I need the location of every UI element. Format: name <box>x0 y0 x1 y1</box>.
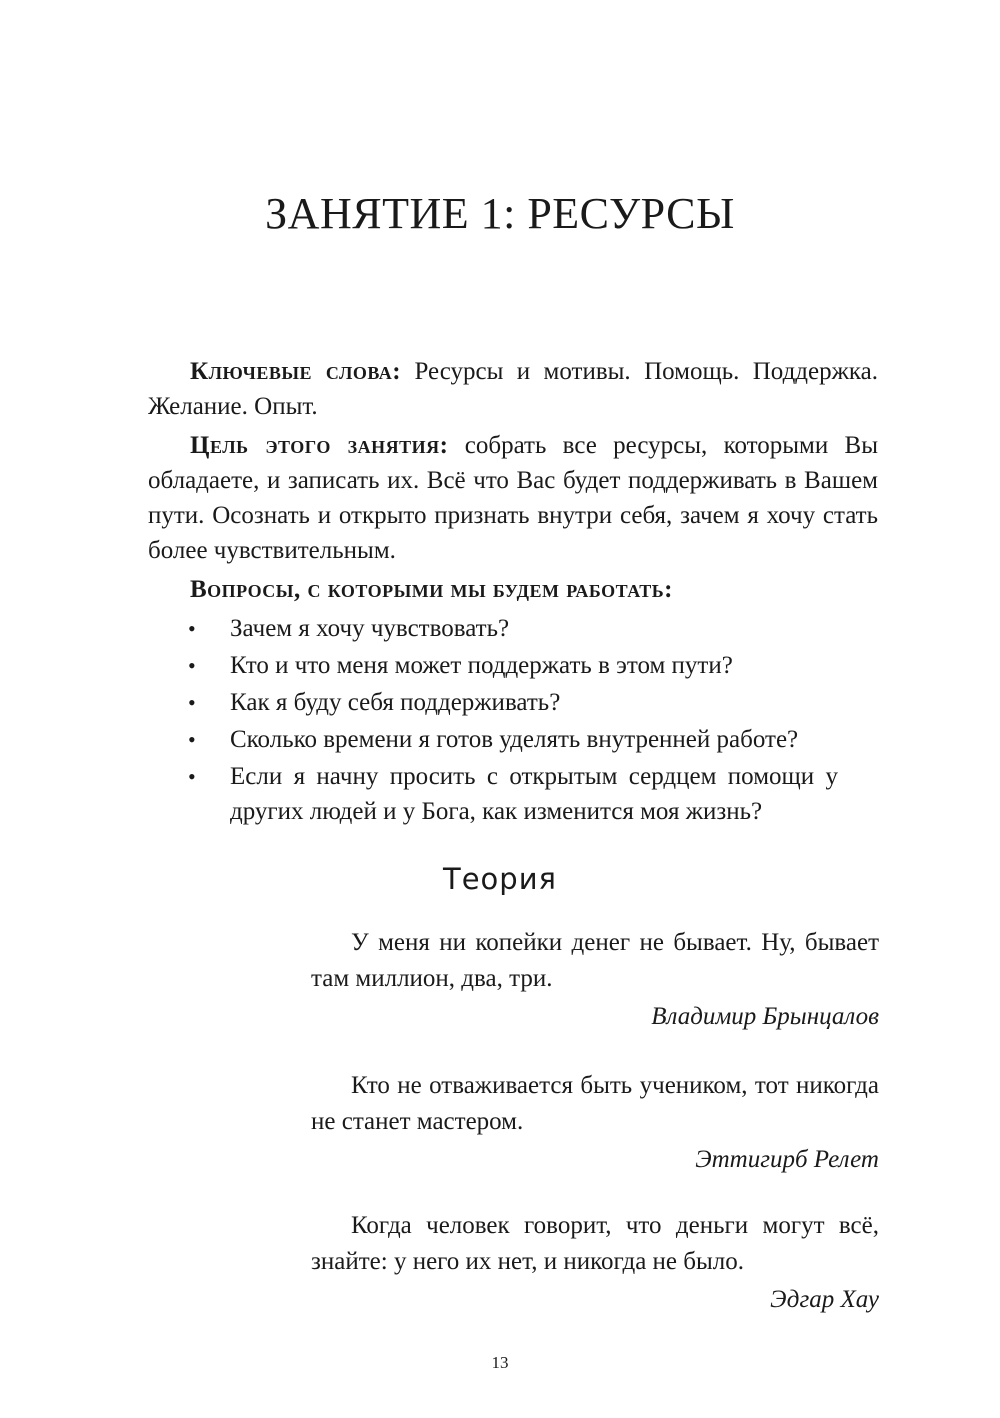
quote-author: Эдгар Хау <box>770 1286 879 1313</box>
question-text: Как я буду себя поддерживать? <box>230 689 561 716</box>
keywords-paragraph <box>148 354 878 424</box>
bullet-icon: • <box>188 690 196 715</box>
questions-list <box>148 611 878 829</box>
question-text: Зачем я хочу чувствовать? <box>230 615 510 642</box>
bullet-icon: • <box>188 727 196 752</box>
question-text: Если я начну просить с открытым сердцем помощи у других людей и у Бога, как изменится моя жизнь? <box>230 763 838 825</box>
questions-label: Вопросы, с которыми мы будем работать: <box>190 576 673 603</box>
quote-author: Владимир Брынцалов <box>651 1003 879 1030</box>
list-item <box>148 722 878 757</box>
quote-author: Эттигирб Релет <box>695 1146 879 1173</box>
page-title: ЗАНЯТИЕ 1: РЕСУРСЫ <box>265 189 735 238</box>
list-item <box>148 611 878 646</box>
goal-text: собрать все ресурсы, которыми Вы обладаете, и записать их. Всё что Вас будет поддерживать в Вашем пути. Осознать и открыто признать внутри себя, зачем я хочу стать более чувствительным. <box>148 432 878 564</box>
goal-paragraph <box>148 428 878 568</box>
list-item <box>148 685 878 720</box>
bullet-icon: • <box>188 764 196 789</box>
epigraph-quote <box>311 1068 879 1178</box>
quote-text: Кто не отваживается быть учеником, тот никогда не станет мастером. <box>311 1072 879 1135</box>
quote-text: Когда человек говорит, что деньги могут всё, знайте: у него их нет, и никогда не было. <box>311 1212 879 1275</box>
epigraph-quote <box>311 925 879 1035</box>
question-text: Сколько времени я готов уделять внутренней работе? <box>230 726 799 753</box>
questions-heading <box>148 572 878 607</box>
epigraph-quote <box>311 1208 879 1318</box>
quote-text: У меня ни копейки денег не бывает. Ну, бывает там миллион, два, три. <box>311 929 879 992</box>
keywords-text: Ресурсы и мотивы. Помощь. Поддержка. Желание. Опыт. <box>148 358 878 420</box>
bullet-icon: • <box>188 616 196 641</box>
goal-label: Цель этого занятия: <box>190 432 449 459</box>
list-item <box>148 759 878 829</box>
list-item <box>148 648 878 683</box>
page-number: 13 <box>491 1353 509 1372</box>
bullet-icon: • <box>188 653 196 678</box>
question-text: Кто и что меня может поддержать в этом пути? <box>230 652 733 679</box>
intro-block <box>148 354 878 831</box>
section-title: Теория <box>443 862 557 896</box>
keywords-label: Ключевые слова: <box>190 358 402 385</box>
